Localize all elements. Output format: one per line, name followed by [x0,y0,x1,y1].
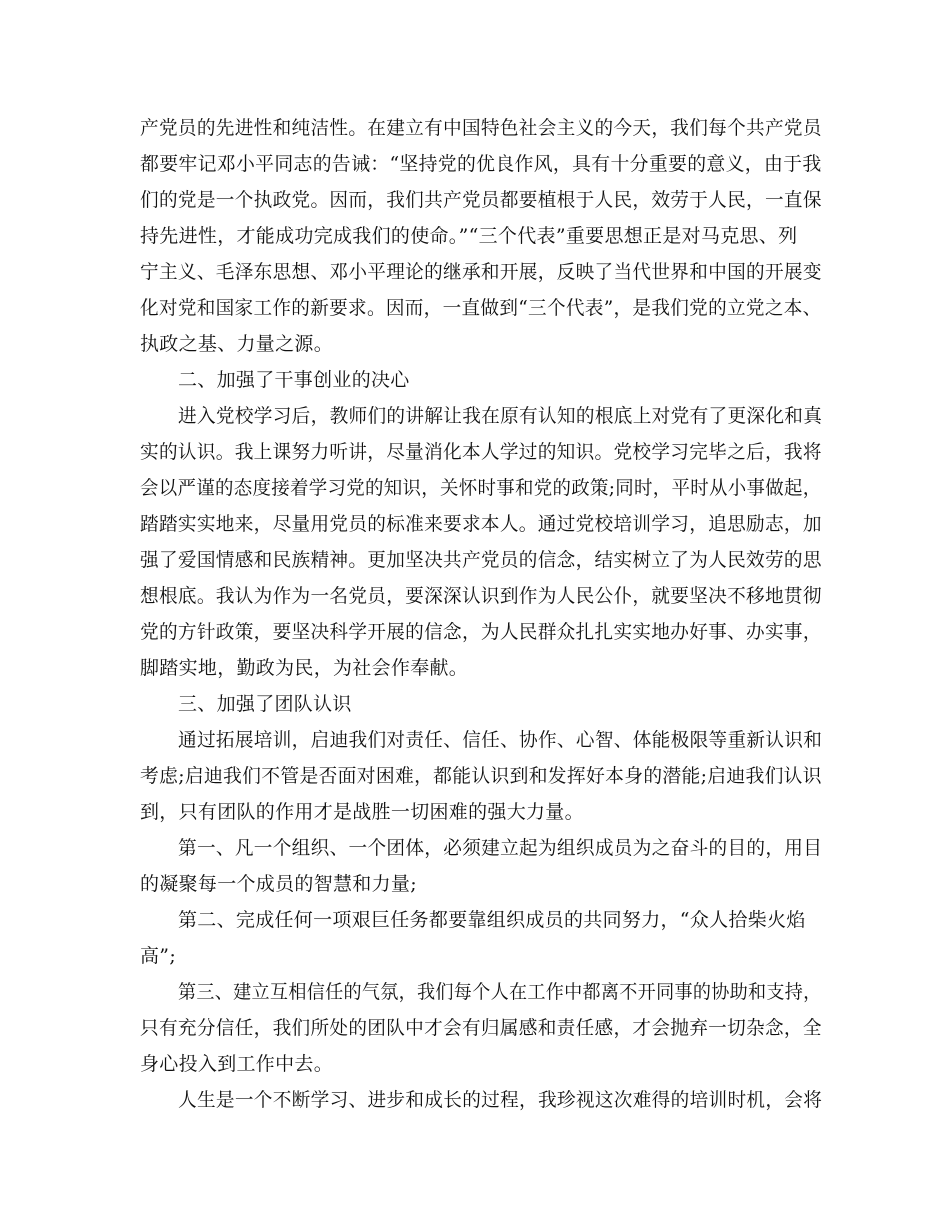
paragraph-line: 只有充分信任，我们所处的团队中才会有归属感和责任感，才会抛弃一切杂念，全 [140,1017,822,1039]
paragraph-line: 持先进性，才能成功完成我们的使命。”“三个代表”重要思想正是对马克思、列 [140,225,798,247]
section-heading: 二、加强了干事创业的决心 [178,369,410,391]
paragraph-line: 脚踏实地，勤政为民，为社会作奉献。 [140,657,469,679]
paragraph-line: 产党员的先进性和纯洁性。在建立有中国特色社会主义的今天，我们每个共产党员 [140,117,822,139]
paragraph-line: 考虑;启迪我们不管是否面对困难，都能认识到和发挥好本身的潜能;启迪我们认识 [140,765,822,787]
paragraph-line: 通过拓展培训，启迪我们对责任、信任、协作、心智、体能极限等重新认识和 [178,729,823,751]
paragraph-line: 实的认识。我上课努力听讲，尽量消化本人学过的知识。党校学习完毕之后，我将 [140,441,822,463]
paragraph-line: 宁主义、毛泽东思想、邓小平理论的继承和开展，反映了当代世界和中国的开展变 [140,261,822,283]
paragraph-line: 第三、建立互相信任的气氛，我们每个人在工作中都离不开同事的协助和支持， [178,981,822,1003]
paragraph-line: 第二、完成任何一项艰巨任务都要靠组织成员的共同努力，“众人拾柴火焰 [178,909,806,931]
paragraph-line: 党的方针政策，要坚决科学开展的信念，为人民群众扎扎实实地办好事、办实事， [140,621,822,643]
paragraph-line: 踏踏实实地来，尽量用党员的标准来要求本人。通过党校培训学习，追思励志，加 [140,513,822,535]
paragraph-line: 会以严谨的态度接着学习党的知识，关怀时事和党的政策;同时，平时从小事做起， [140,477,822,499]
paragraph-line: 化对党和国家工作的新要求。因而，一直做到“三个代表”，是我们党的立党之本、 [140,297,822,319]
section-heading: 三、加强了团队认识 [178,693,352,715]
paragraph-line: 的凝聚每一个成员的智慧和力量; [140,873,417,895]
paragraph-line: 到，只有团队的作用才是战胜一切困难的强大力量。 [140,801,584,823]
paragraph-line: 们的党是一个执政党。因而，我们共产党员都要植根于人民，效劳于人民，一直保 [140,189,822,211]
paragraph-line: 人生是一个不断学习、进步和成长的过程，我珍视这次难得的培训时机，会将 [178,1089,823,1111]
paragraph-line: 执政之基、力量之源。 [140,333,334,355]
paragraph-line: 进入党校学习后，教师们的讲解让我在原有认知的根底上对党有了更深化和真 [178,405,823,427]
paragraph-line: 强了爱国情感和民族精神。更加坚决共产党员的信念，结实树立了为人民效劳的思 [140,549,822,571]
paragraph-line: 想根底。我认为作为一名党员，要深深认识到作为人民公仆，就要坚决不移地贯彻 [140,585,822,607]
paragraph-line: 身心投入到工作中去。 [140,1053,334,1075]
paragraph-line: 高”; [140,945,177,967]
paragraph-line: 都要牢记邓小平同志的告诫：“坚持党的优良作风，具有十分重要的意义，由于我 [140,153,822,175]
paragraph-line: 第一、凡一个组织、一个团体，必须建立起为组织成员为之奋斗的目的，用目 [178,837,823,859]
